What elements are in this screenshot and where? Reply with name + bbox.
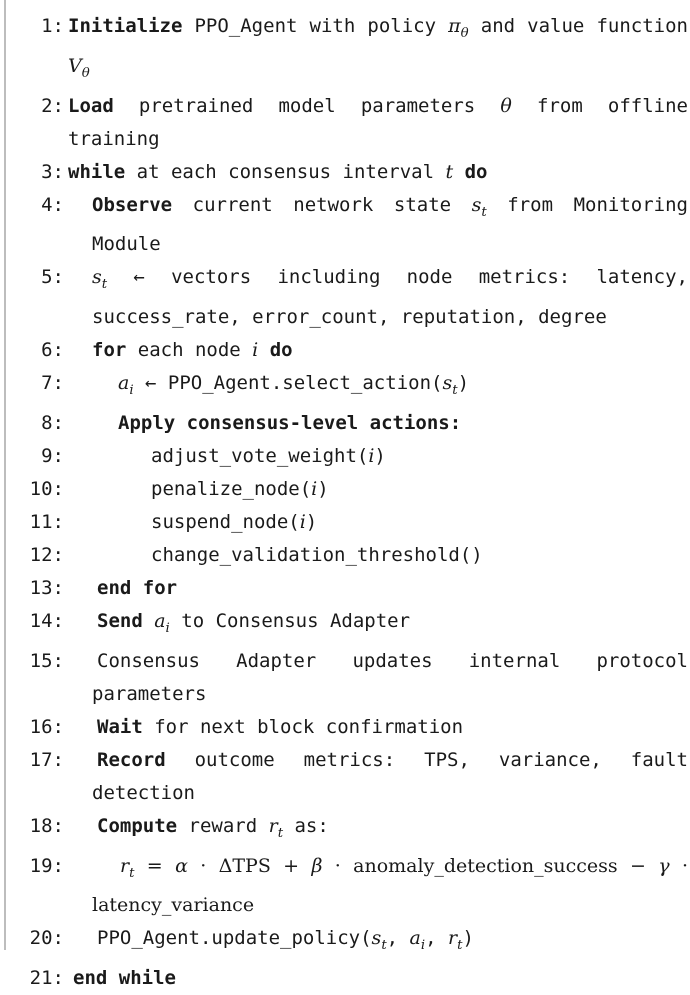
- math-text: =: [134, 854, 176, 877]
- algorithm-line: [6, 572, 690, 605]
- math-symbol: a: [154, 609, 166, 632]
- line-number: 20:: [29, 927, 64, 950]
- subscript: t: [481, 204, 487, 220]
- algorithm-line: [6, 605, 690, 645]
- line-text: [6, 922, 690, 962]
- line-number: 7:: [41, 372, 64, 395]
- code-text: at each consensus interval: [125, 160, 446, 183]
- line-number: 13:: [29, 576, 64, 599]
- code-text: reward: [177, 814, 269, 837]
- keyword: while: [68, 160, 126, 183]
- line-number: 9:: [41, 444, 64, 467]
- subscript: θ: [81, 65, 90, 81]
- algorithm-line: [6, 922, 690, 962]
- algorithm-line: [6, 407, 690, 440]
- line-number: 17:: [29, 748, 64, 771]
- math-symbol: a: [118, 372, 130, 395]
- line-text: [6, 10, 690, 90]
- code-text: penalize_node(: [151, 477, 312, 500]
- math-symbol: a: [409, 927, 421, 950]
- algorithm-line: [6, 261, 690, 334]
- algorithm-line: [6, 539, 690, 572]
- subscript: i: [165, 620, 170, 636]
- code-text: and value function: [468, 15, 688, 37]
- algorithm-line: [6, 473, 690, 506]
- line-text: [6, 506, 690, 539]
- line-text: [6, 473, 690, 506]
- math-text: · anomaly_detection_success −: [322, 854, 659, 877]
- algorithm-line: [6, 10, 690, 90]
- algorithm-line: [6, 367, 690, 407]
- algorithm-line: [6, 440, 690, 473]
- algorithm-line: [6, 711, 690, 744]
- line-number: 14:: [29, 609, 64, 632]
- math-text: · ΔTPS +: [187, 854, 312, 877]
- math-symbol: i: [299, 510, 306, 533]
- algorithm-line: [6, 962, 690, 995]
- code-text: outcome metrics: TPS, variance, fault detection: [92, 748, 688, 804]
- algorithm-line: [6, 334, 690, 367]
- line-number: 10:: [29, 477, 64, 500]
- math-symbol: i: [311, 477, 318, 500]
- keyword: Load: [68, 94, 114, 117]
- keyword: do: [269, 339, 293, 362]
- line-text: [6, 539, 690, 572]
- code-text: ← PPO_Agent.select_action(: [133, 372, 443, 395]
- line-number: 12:: [29, 543, 64, 566]
- code-text: [258, 339, 269, 361]
- algorithm-line: [6, 744, 690, 810]
- line-number: 6:: [41, 339, 64, 362]
- code-text: change_validation_threshold(): [151, 543, 483, 566]
- code-text: from Monitoring Module: [92, 193, 688, 256]
- algorithm-frame: [4, 0, 690, 990]
- code-text: ): [305, 510, 318, 533]
- math-symbol: i: [252, 339, 259, 362]
- keyword: Wait: [97, 715, 143, 738]
- line-number: 19:: [29, 854, 64, 877]
- code-text: [143, 610, 154, 632]
- subscript: t: [381, 938, 387, 954]
- code-text: ,: [386, 927, 410, 950]
- code-text: from offline training: [68, 94, 688, 150]
- math-symbol: γ: [658, 854, 670, 877]
- line-number: 4:: [41, 193, 64, 216]
- code-text: ): [457, 372, 470, 395]
- math-text: · latency_variance: [92, 854, 689, 917]
- code-text: Consensus Adapter updates internal protocol parameters: [92, 649, 688, 705]
- code-text: pretrained model parameters: [113, 94, 501, 117]
- math-symbol: r: [120, 854, 130, 877]
- line-text: [6, 334, 690, 367]
- line-text: [6, 572, 690, 605]
- math-symbol: t: [445, 160, 454, 183]
- algorithm-line: [6, 645, 690, 711]
- code-text: to Consensus Adapter: [169, 609, 411, 632]
- line-text: [6, 90, 690, 156]
- keyword: Record: [97, 748, 166, 771]
- algorithm-line: [6, 810, 690, 850]
- subscript: t: [129, 865, 135, 881]
- line-number: 15:: [29, 649, 64, 672]
- line-text: [6, 744, 690, 810]
- line-number: 2:: [41, 94, 64, 117]
- subscript: t: [457, 938, 463, 954]
- subscript: i: [129, 382, 134, 398]
- algorithm-listing: [6, 10, 690, 995]
- code-text: ,: [425, 927, 449, 950]
- keyword: do: [464, 160, 488, 183]
- code-text: ← vectors including node metrics: latency, success_rate, error_count, reputation, degree: [92, 266, 688, 329]
- line-text: [6, 189, 690, 262]
- line-number: 5:: [41, 266, 64, 289]
- line-text: [6, 440, 690, 473]
- keyword: Compute: [97, 814, 178, 837]
- math-symbol: β: [311, 854, 323, 877]
- subscript: i: [420, 938, 426, 954]
- code-text: [453, 161, 464, 183]
- code-text: PPO_Agent with policy: [182, 15, 449, 37]
- line-text: [6, 645, 690, 711]
- keyword: end while: [73, 967, 176, 990]
- line-text: [6, 810, 690, 850]
- math-symbol: s: [92, 266, 102, 289]
- line-text: [6, 261, 690, 334]
- line-number: 11:: [29, 510, 64, 533]
- line-text: [6, 156, 690, 189]
- subscript: t: [101, 277, 108, 293]
- math-symbol: V: [68, 54, 82, 77]
- code-text: ): [317, 477, 329, 500]
- math-symbol: s: [371, 927, 382, 950]
- math-symbol: s: [442, 372, 453, 395]
- keyword: for: [92, 339, 127, 362]
- line-number: 8:: [41, 411, 64, 434]
- keyword: Initialize: [68, 15, 183, 37]
- algorithm-line: [6, 156, 690, 189]
- line-number: 3:: [41, 160, 64, 183]
- keyword: Apply consensus-level actions:: [118, 411, 462, 434]
- keyword: Send: [97, 609, 143, 632]
- math-symbol: θ: [500, 94, 512, 117]
- algorithm-line: [6, 850, 690, 923]
- code-text: current network state: [172, 193, 472, 216]
- algorithm-line: [6, 90, 690, 156]
- code-text: for next block confirmation: [142, 715, 464, 738]
- algorithm-line: [6, 506, 690, 539]
- line-number: 21:: [29, 967, 64, 990]
- code-text: ): [374, 444, 386, 467]
- math-symbol: π: [448, 15, 461, 37]
- math-symbol: r: [448, 927, 458, 950]
- subscript: t: [277, 825, 284, 841]
- math-symbol: i: [368, 444, 375, 467]
- line-text: [6, 962, 690, 995]
- code-text: suspend_node(: [151, 510, 300, 533]
- code-text: each node: [126, 339, 253, 362]
- code-text: ): [462, 927, 474, 950]
- line-number: 1:: [41, 15, 64, 37]
- algorithm-line: [6, 189, 690, 262]
- line-number: 16:: [29, 715, 64, 738]
- code-text: adjust_vote_weight(: [151, 444, 369, 467]
- keyword: end for: [97, 576, 178, 599]
- code-text: as:: [283, 814, 329, 837]
- line-text: [6, 850, 690, 923]
- subscript: θ: [460, 25, 469, 41]
- line-text: [6, 367, 690, 407]
- subscript: t: [452, 382, 458, 398]
- math-symbol: s: [471, 193, 482, 216]
- line-number: 18:: [29, 814, 64, 837]
- keyword: Observe: [92, 193, 173, 216]
- math-symbol: r: [268, 814, 278, 837]
- line-text: [6, 605, 690, 645]
- math-symbol: α: [175, 854, 188, 877]
- line-text: [6, 407, 690, 440]
- line-text: [6, 711, 690, 744]
- code-text: PPO_Agent.update_policy(: [97, 927, 372, 950]
